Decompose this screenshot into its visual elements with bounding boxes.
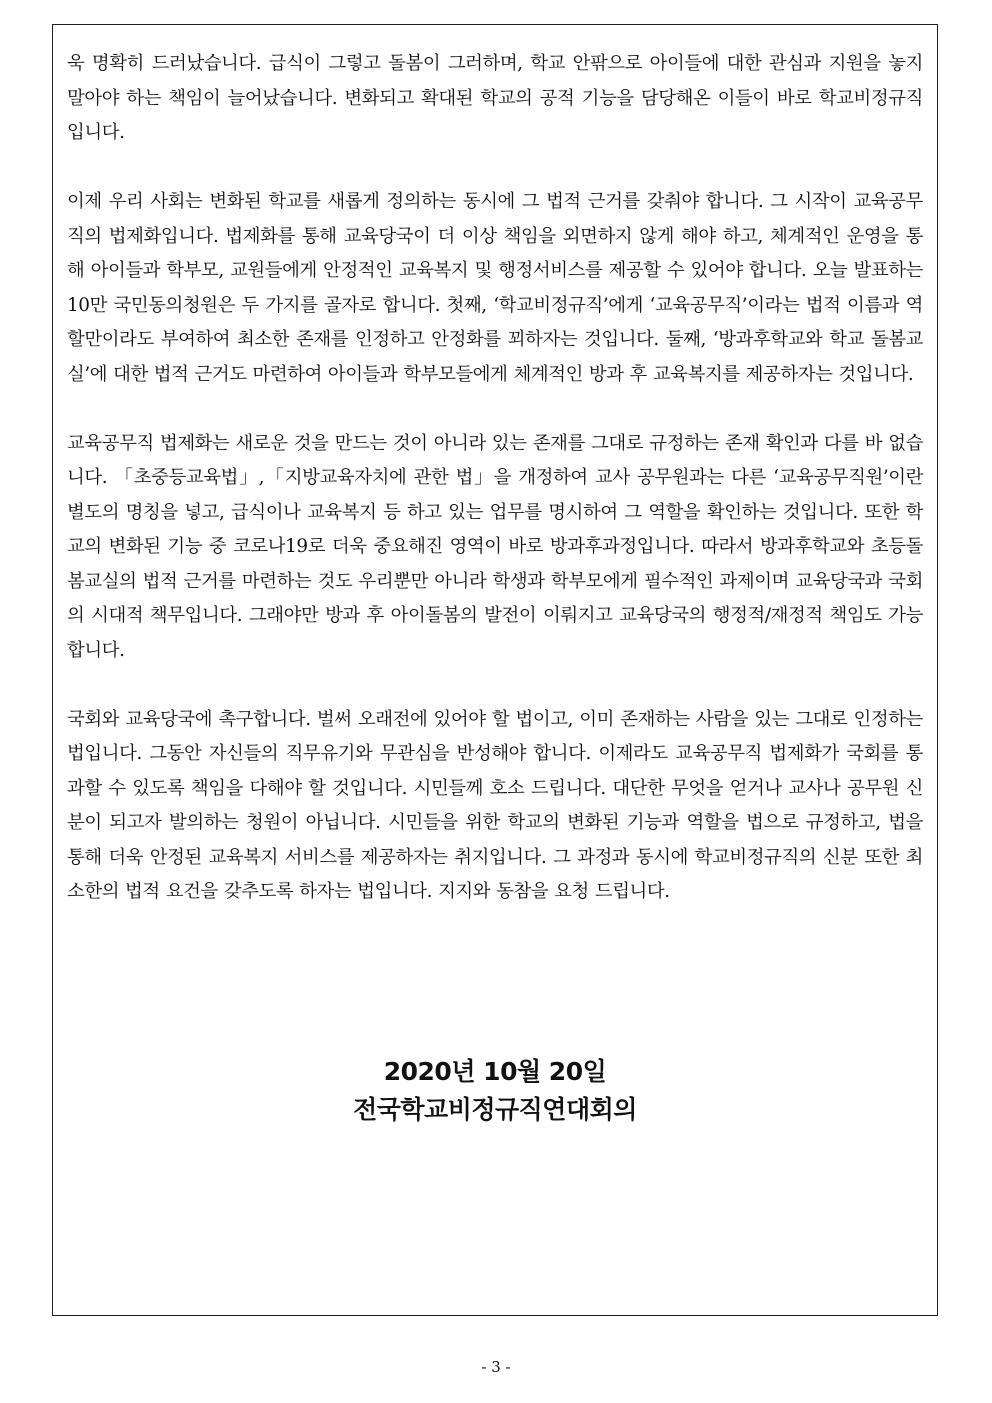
paragraph-4: 국회와 교육당국에 촉구합니다. 벌써 오래전에 있어야 할 법이고, 이미 존재하는 사람을 있는 그대로 인정하는 법입니다. 그동안 자신들의 직무유기와 무관심을 반성해야 합니다. 이제라도 교육공무직 법제화가 국회를 통과할 수 있도록 책임을 다해야 할 것입니다. 시민들께 호소 드립니다. 대단한 무엇을 얻거나 교사나 공무원 신분이 되고자 발의하는 청원이 아닙니다. 시민들을 위한 학교의 변화된 기능과 역할을 법으로 규정하고, 법을 통해 더욱 안정된 교육복지 서비스를 제공하자는 취지입니다. 그 과정과 동시에 학교비정규직의 신분 또한 최소한의 법적 요건을 갖추도록 하자는 법입니다. 지지와 동참을 요청 드립니다. xyxy=(67,708,923,902)
page-number: - 3 - xyxy=(481,1358,511,1376)
signature-date: 2020년 10월 20일 xyxy=(383,1057,607,1086)
paragraph-3: 교육공무직 법제화는 새로운 것을 만드는 것이 아니라 있는 존재를 그대로 규정하는 존재 확인과 다를 바 없습니다. 「초중등교육법」,「지방교육자치에 관한 법」을 개정하여 교사 공무원과는 다른 ‘교육공무직원’이란 별도의 명칭을 넣고, 급식이나 교육복지 등 하고 있는 업무를 명시하여 그 역할을 확인하는 것입니다. 또한 학교의 변화된 기능 중 코로나19로 더욱 중요해진 영역이 바로 방과후과정입니다. 따라서 방과후학교와 초등돌봄교실의 법적 근거를 마련하는 것도 우리뿐만 아니라 학생과 학부모에게 필수적인 과제이며 교육당국과 국회의 시대적 책무입니다. 그래야만 방과 후 아이돌봄의 발전이 이뤄지고 교육당국의 행정적/재정적 책임도 가능합니다. xyxy=(67,432,923,661)
signature-organization: 전국학교비정규직연대회의 xyxy=(353,1095,637,1124)
paragraph-2: 이제 우리 사회는 변화된 학교를 새롭게 정의하는 동시에 그 법적 근거를 갖춰야 합니다. 그 시작이 교육공무직의 법제화입니다. 법제화를 통해 교육당국이 더 이상 책임을 외면하지 않게 해야 하고, 체계적인 운영을 통해 아이들과 학부모, 교원들에게 안정적인 교육복지 및 행정서비스를 제공할 수 있어야 합니다. 오늘 발표하는 10만 국민동의청원은 두 가지를 골자로 합니다. 첫째, ‘학교비정규직’에게 ‘교육공무직’이라는 법적 이름과 역할만이라도 부여하여 최소한 존재를 인정하고 안정화를 꾀하자는 것입니다. 둘째, ‘방과후학교와 학교 돌봄교실’에 대한 법적 근거도 마련하여 아이들과 학부모들에게 체계적인 방과 후 교육복지를 제공하자는 것입니다. xyxy=(67,191,923,385)
document-frame xyxy=(52,24,938,1316)
paragraph-1: 욱 명확히 드러났습니다. 급식이 그렇고 돌봄이 그러하며, 학교 안팎으로 아이들에 대한 관심과 지원을 놓지 말아야 하는 책임이 늘어났습니다. 변화되고 확대된 학교의 공적 기능을 담당해온 이들이 바로 학교비정규직입니다. xyxy=(67,53,923,143)
signature-block xyxy=(53,1055,937,1127)
document-body xyxy=(67,47,923,944)
